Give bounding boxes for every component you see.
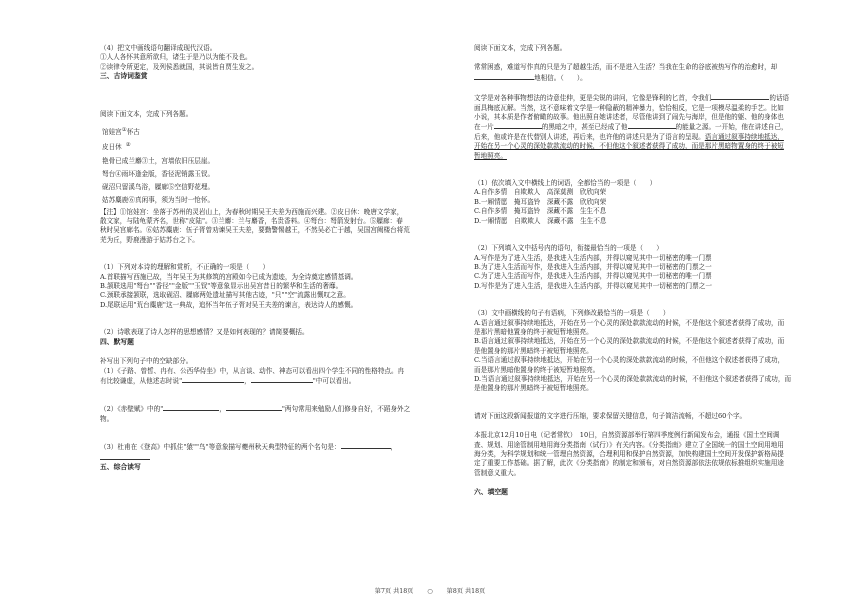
poem-line-3: 砚沼只留溪鸟浴，屧廊⑤空信野花埋。 xyxy=(102,183,215,192)
right-q2-option-a: A.写作是为了进入生活，是我进入生活内部，并得以窥见其中一切秘密的唯一门票 xyxy=(474,253,712,262)
para1-blank[interactable] xyxy=(474,73,534,80)
poem-q2-text: （2）诗歌表现了诗人怎样的思想感情？又是如何表现的？请简要概括。 xyxy=(100,328,309,337)
right-q3-option-b-1: B.语言通过叙事持续地抵达，开始在另一个心灵的深处款款流动的时候，不是他这个叙述者获得了成功，而 xyxy=(474,337,785,346)
right-q1-option-a xyxy=(474,188,810,197)
q4-item-2: ②读律令所更定，及列侯悉就国，其说皆自贾生发之。 xyxy=(100,62,259,71)
para2-blank-2[interactable] xyxy=(494,122,542,129)
right-q3-option-c-2: 而是那片黑暗他置身的终于被短暂地照亮。 xyxy=(474,365,600,374)
opt-c-w3: 深藏不露 xyxy=(546,207,574,216)
right-q3-option-d-1: D.当语言通过叙事持续地抵达，开始在另一个心灵的深处款款流动的时候，不但他这个叙述者获得了成功，而 xyxy=(474,374,792,383)
para2-line-4-c: 的能量之源。一开始，他在讲述自己， xyxy=(675,123,788,132)
fill-q1-comma: ， xyxy=(244,376,251,385)
news-line-3: 海分类，为科学规划和统一管理自然资源，合理利用和保护自然资源，加快构建国土空间开发保护新格局提 xyxy=(474,450,784,458)
para2-underlined-3: 暂地照亮。 xyxy=(474,151,507,160)
opt-b-w1: B.一厢情愿 xyxy=(474,197,508,206)
fill-q1-blank-2[interactable] xyxy=(251,376,313,383)
poem-q1-option-b: B.颔联选用"弩台""香径""金版""玉钗"等意象显示出吴宫昔日的繁华和生活的奢靡。 xyxy=(100,282,343,291)
section-3-title: 三、古诗词鉴赏 xyxy=(100,72,148,81)
fill-q1-line-1: （1）《子路、曾皙、冉有、公西华侍坐》中，从言谈、动作、神态可以看出四个学生不同的性格特点。冉 xyxy=(100,366,405,375)
para2-line-5-text: 后来，他或许是在代替别人讲述，再后来，也许他的讲述只是为了语言的呈现。 xyxy=(474,132,705,141)
left-page-number: 第7页 共18页 xyxy=(374,588,414,595)
fill-q3-comma: ， xyxy=(390,443,398,452)
right-q2-option-d: D.写作是为了进入生活，是我进入生活内部，并得以窥见其中一切秘密的门票之一 xyxy=(474,281,712,290)
opt-c-w4: 生生不息 xyxy=(579,207,607,216)
fill-q3-prefix: （3）杜甫在《登高》中抓住"猿""鸟"等意象描写夔州秋天典型特征的两个名句是： xyxy=(100,443,341,452)
opt-a-w1: A.自作多情 xyxy=(474,188,508,197)
section-5-title: 五、综合读写 xyxy=(100,462,141,471)
poem-q1-title: （1）下列对本诗的理解和赏析，不正确的一项是（ ） xyxy=(100,263,270,272)
fill-q1-suffix: "中可以看出。 xyxy=(312,376,356,385)
fill-q2-blank-1[interactable] xyxy=(163,404,219,411)
opt-c-w2: 掩耳盗铃 xyxy=(513,207,541,216)
right-q3-option-b-2: 是他置身的那片黑暗终于被短暂地照亮。 xyxy=(474,346,593,355)
fill-q3-blank-1[interactable] xyxy=(341,442,391,449)
opt-b-w2: 掩耳盗铃 xyxy=(513,197,541,206)
right-q1-option-c xyxy=(474,207,810,216)
para2-line-3: 小说，其本质是作者俯瞰的故事。他出照自她讲述者，尽管他讲到了闹先与海岸，但是他的躯、他的身体也 xyxy=(474,113,784,122)
para1-line-2 xyxy=(474,73,810,83)
right-page xyxy=(430,0,860,608)
fill-instruction: 补写出下列句子中的空缺部分。 xyxy=(100,357,193,366)
poem-author-note: ② xyxy=(125,142,131,149)
poem-title-note: ① xyxy=(121,127,127,134)
para2-underlined-2: 开始在另一个心灵的深处款款流动的时候，不但他这个叙述者获得了成功，而是那片黑暗物置身的终于被短 xyxy=(474,142,784,151)
poem-line-4: 姑苏麋鹿⑥真闲事，须为当时一怆怀。 xyxy=(102,196,215,205)
fill-q3-line-2 xyxy=(100,453,414,463)
para1-line-1: 常常困惑，难道写作真的只是为了超越生活，而不是进入生活？当我在生命的谷底被热写作的治愈时，却 xyxy=(474,63,778,72)
poem xyxy=(100,124,414,208)
fill-q2-comma: ， xyxy=(219,405,226,414)
right-intro: 阅读下面文本，完成下列各题。 xyxy=(474,44,567,52)
poem-line-2: 弩台④雨坏逢金版，香径泥销露玉钗。 xyxy=(102,170,215,179)
poem-notes-line-4: 芜为丘，野鹿漫游于姑苏台之下。 xyxy=(100,235,199,244)
news-line-2: 查、规划、用途管制用地用海分类指南（试行）》有关内容。《分类指南》建立了全国统一的国土空间用地用 xyxy=(474,440,784,449)
opt-b-w3: 深藏不露 xyxy=(546,197,574,206)
news-line-4: 定了重要工作基础。据了解，此次《分类指南》的制定和颁布，对自然资源部依法依规依标推组织实施用途 xyxy=(474,459,784,468)
para2-line-2: 面具梅底瓦解。当然，这不意味着文学是一种隐蔽的精神暴力，恰恰相反，它是一项模尽温柔的手艺。比如 xyxy=(474,103,784,112)
footer-circle: ○ xyxy=(427,588,433,595)
para2-blank-3[interactable] xyxy=(628,122,676,129)
fill-q3-blank-2[interactable] xyxy=(100,453,150,460)
poem-notes-line-2: 散文家，与陆龟蒙齐名，世称"皮陆"。③兰麝：兰与麝香，名贵香料。④弩台：弩箭发射台。⑤屧廊：春 xyxy=(100,217,403,226)
fill-q1-line-2 xyxy=(100,376,414,386)
right-q1-option-d xyxy=(474,217,810,226)
right-q4-text: 请对下面这段新闻报道的文字进行压缩，要求保留关键信息，句子简洁流畅，不超过60个字。 xyxy=(474,411,747,420)
para2-blank-1[interactable] xyxy=(711,93,769,100)
para2-line-1-tail: 的话语 xyxy=(769,94,790,103)
poem-q1-option-d: D.尾联运用"荒台麋鹿"这一典故，追怀当年伍子胥对吴王夫差的谏言，表达诗人的感慨。 xyxy=(100,300,358,309)
para2-line-1 xyxy=(474,93,810,103)
fill-q1-prefix: 有比较谦虚，从他述志时说" xyxy=(100,376,183,385)
poem-line-1: 艳骨已成兰麝③土，宫墙依旧压层崖。 xyxy=(102,156,215,165)
fill-q2-line-1 xyxy=(100,404,414,414)
para2-line-4-a: 在一片 xyxy=(474,123,494,132)
page-footer xyxy=(0,588,860,596)
para2-line-4-b: 的黑暗之中，甚至已经成了他 xyxy=(541,123,628,132)
fill-q3-line-1 xyxy=(100,442,414,452)
right-q3-option-c-1: C.当语言通过叙事持续地抵达，开始在另一个心灵的深处款款流动的时候，不但他这个叙述者获得了成功， xyxy=(474,356,785,365)
section-4-title: 四、默写题 xyxy=(100,337,134,346)
read-instruction: 阅读下面文本，完成下列各题。 xyxy=(100,109,193,118)
right-q1-title: （1）依次填入文中横线上的词语，全都恰当的一项是（ ） xyxy=(474,179,657,188)
opt-a-w4: 欣欣向荣 xyxy=(579,188,607,197)
opt-d-w1: D.一厢情愿 xyxy=(474,216,508,225)
poem-author: 皮日休 xyxy=(102,143,122,152)
opt-d-w3: 深藏不露 xyxy=(547,216,574,225)
opt-c-w1: C.自作多情 xyxy=(474,207,508,216)
opt-b-w4: 欣欣向荣 xyxy=(579,197,607,206)
fill-q2-line-2: 物。 xyxy=(100,414,114,423)
poem-subtitle: 怀古 xyxy=(126,128,140,137)
fill-q2-prefix: （2）《赤壁赋》中的" xyxy=(100,405,164,414)
news-line-5: 管制意义重大。 xyxy=(474,468,521,477)
opt-a-w3: 高深莫测 xyxy=(546,188,574,197)
poem-notes-line-1: 【注】①馆娃宫：坐落于苏州的灵岩山上，为春秋时期吴王夫差为西施而兴建。②皮日休：晚唐文学家， xyxy=(100,207,404,216)
fill-q1-blank-1[interactable] xyxy=(182,376,244,383)
right-q3-option-a-2: 是那片黑暗他置身的终于被短暂地照亮。 xyxy=(474,327,593,336)
para1-tail: 地相信。（ ）。 xyxy=(534,73,587,82)
q4-title: （4）把文中画线语句翻译成现代汉语。 xyxy=(100,44,217,52)
right-q3-option-d-2: 是他置身的那片黑暗终于被短暂地照亮。 xyxy=(474,384,593,393)
poem-title-text: 馆娃宫 xyxy=(102,128,122,137)
opt-a-w2: 自欺欺人 xyxy=(513,188,541,197)
q4-item-1: ①人人各怀其意所欲归，诸生于是乃以为能不及也。 xyxy=(100,53,252,62)
news-line-1: 本报北京12月10日电（记者常钦） 10日，自然资源部举行第四季度例行新闻发布会，通报《国土空间调 xyxy=(474,431,780,440)
poem-q1-option-a: A.首联描写西施已故，当年吴王为其修筑的宫殿如今已成为遗迹，为全诗奠定感情基调。 xyxy=(100,272,358,281)
right-q2-option-c: C.为了进入生活而写作，是我进入生活内部，并得以窥见其中一切秘密的唯一门票 xyxy=(474,272,712,281)
fill-q2-suffix: "两句常用来勉励人们修身自好，不蹈身外之 xyxy=(281,405,411,414)
right-q2-option-b: B.为了进入生活而写作，是我进入生活内部，并得以窥见其中一切秘密的门票之一 xyxy=(474,262,712,271)
para2-line-5 xyxy=(474,133,810,142)
para2-underlined-1: 语言通过叙事持续地抵达， xyxy=(704,132,784,141)
poem-notes-line-3: 秋时吴宫廊名。⑥姑苏麋鹿：伍子胥曾劝谏吴王夫差，要勤警惕越王，不然吴必亡于越，吴国宫阙楼台将荒 xyxy=(100,226,410,235)
right-q2-title: （2）下列填入文中括号内的语句，衔接最恰当的一项是（ ） xyxy=(474,244,663,253)
right-page-number: 第8页 共18页 xyxy=(446,588,486,595)
right-q3-option-a-1: A.语言通过叙事持续地抵达，开始在另一个心灵的深处款款流动的时候，不是他这个叙述者获得了成功，而 xyxy=(474,318,785,327)
opt-d-w2: 自欺欺人 xyxy=(514,216,541,225)
section-6-title: 六、填空题 xyxy=(474,488,508,497)
right-q1-option-b xyxy=(474,198,810,207)
poem-author-line xyxy=(102,139,414,154)
poem-q1-option-c: C.颈联承接颔联，选取砚沼、屧廊两处遗址描写其他古迹，"只""空"流露出慨叹之意。 xyxy=(100,291,350,300)
opt-d-w4: 生生不息 xyxy=(580,216,607,225)
right-q3-title: （3）文中画横线的句子有语病，下列修改最恰当的一项是（ ） xyxy=(474,309,670,318)
para2-line-4 xyxy=(474,122,810,132)
fill-q2-blank-2[interactable] xyxy=(226,404,282,411)
poem-title xyxy=(102,124,414,139)
para2-line-1-text: 文学是对各种事物想法的诗意佳伸，更是尖锐的讲问，它像是锋利的匕首，令我们 xyxy=(474,94,712,103)
